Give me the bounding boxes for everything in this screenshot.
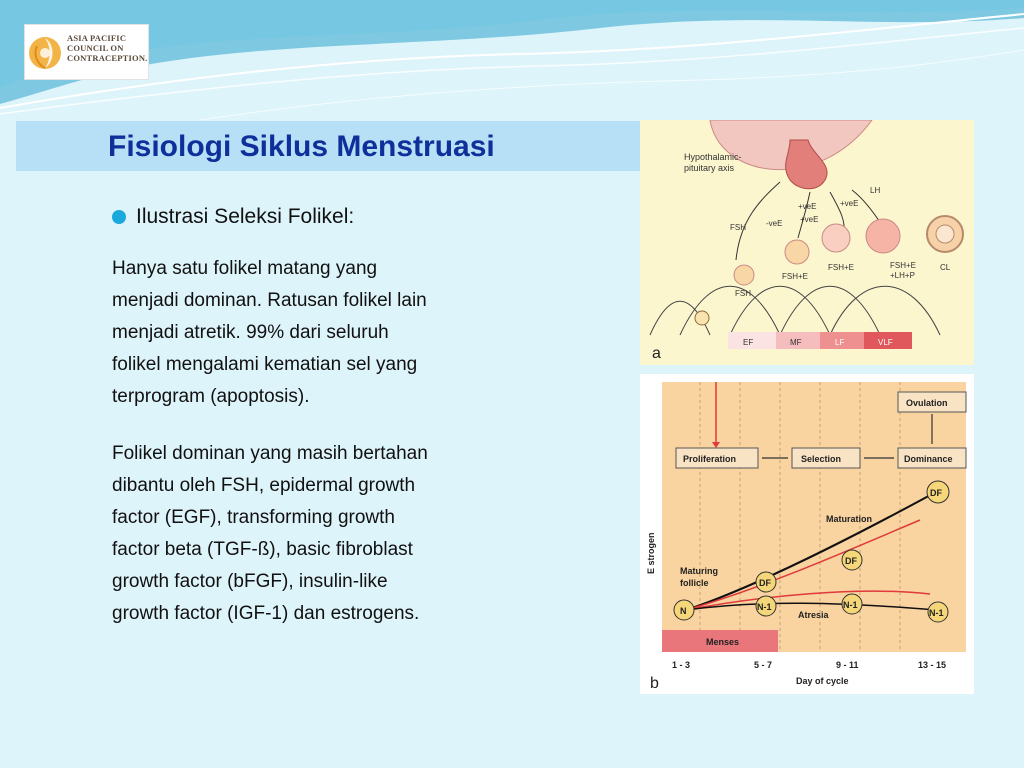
fsh-label-bottom: FSH [735,289,751,298]
node-n1-a-label: N-1 [757,602,772,612]
axis-label-line-1: Hypothalamic- [684,152,742,162]
figure-b [640,374,974,694]
vee-label-mid: +veE [800,215,819,224]
follicle-wave-curves [650,286,940,335]
ovulation-label: Ovulation [906,398,948,408]
tick-label-1: 1 - 3 [672,660,691,670]
node-n1-c-label: N-1 [929,608,944,618]
fsh-label-top: FSH [730,223,746,232]
follicle-small [734,265,754,285]
paragraph-2-line: growth factor (IGF-1) dan estrogens. [112,603,420,624]
maturing-label-1: Maturing [680,566,718,576]
figure-a [640,120,974,365]
fsh-e-label-2: FSH+E [828,263,855,272]
figure-a-diagram [640,120,974,365]
paragraph-1 [112,253,522,413]
paragraph-2-line: factor beta (TGF-ß), basic fibroblast [112,539,413,560]
paragraph-1-line: menjadi dominan. Ratusan folikel lain [112,290,427,311]
x-axis-label: Day of cycle [796,676,849,686]
maturation-label: Maturation [826,514,872,524]
axis-label-line-2: pituitary axis [684,163,735,173]
logo-line-1: ASIA PACIFIC [67,33,127,43]
paragraph-2-line: factor (EGF), transforming growth [112,507,395,528]
paragraph-1-line: Hanya satu folikel matang yang [112,258,378,279]
logo-emblem-icon [27,26,67,80]
paragraph-2-line: Folikel dominan yang masih bertahan [112,443,428,464]
proliferation-label: Proliferation [683,454,737,464]
paragraph-2 [112,438,522,630]
stage-label-mf: MF [790,338,802,347]
bullet-dot-icon [112,210,126,224]
figure-b-diagram [640,374,974,694]
paragraph-2-line: growth factor (bFGF), insulin-like [112,571,388,592]
fsh-e-lh-label-2: +LH+P [890,271,915,280]
vee-label-top-2: +veE [840,199,859,208]
cl-label: CL [940,263,951,272]
lh-label: LH [870,186,881,195]
dominance-label: Dominance [904,454,953,464]
page-title: Fisiologi Siklus Menstruasi [108,130,495,163]
node-df-mid-label: DF [845,556,857,566]
node-df-low-label: DF [759,578,771,588]
maturing-label-2: follicle [680,578,709,588]
paragraph-1-line: folikel mengalami kematian sel yang [112,354,418,375]
node-df-top-label: DF [930,488,942,498]
tick-label-4: 13 - 15 [918,660,947,670]
fsh-e-label-1: FSH+E [782,272,809,281]
fsh-e-lh-label-1: FSH+E [890,261,917,270]
selection-label: Selection [801,454,842,464]
panel-label-a: a [652,345,661,362]
vee-label-neg: -veE [766,219,783,228]
logo-line-2: COUNCIL ON [67,43,124,53]
bullet-text: Ilustrasi Seleksi Folikel: [136,205,355,228]
oocyte-icon [695,311,709,325]
logo [24,24,149,80]
follicle-large [822,224,850,252]
paragraph-1-line: menjadi atretik. 99% dari seluruh [112,322,389,343]
wave-line-3 [200,50,1024,120]
tick-label-3: 9 - 11 [836,660,859,670]
paragraph-2-line: dibantu oleh FSH, epidermal growth [112,475,416,496]
node-n-label: N [680,606,687,616]
header-waves [0,0,1024,120]
vee-label-top: +veE [798,202,817,211]
node-n1-b-label: N-1 [843,600,858,610]
tick-label-2: 5 - 7 [754,660,773,670]
atresia-label: Atresia [798,610,829,620]
stage-label-lf: LF [835,338,845,347]
follicle-dominant [866,219,900,253]
panel-label-b: b [650,675,659,692]
follicle-medium [785,240,809,264]
stage-label-ef: EF [743,338,754,347]
logo-line-3: CONTRACEPTION. [67,53,148,63]
menses-label: Menses [706,637,740,647]
y-axis-label: E strogen [646,532,656,574]
bullet-item [112,205,354,229]
stage-label-vlf: VLF [878,338,893,347]
paragraph-1-line: terprogram (apoptosis). [112,386,310,407]
